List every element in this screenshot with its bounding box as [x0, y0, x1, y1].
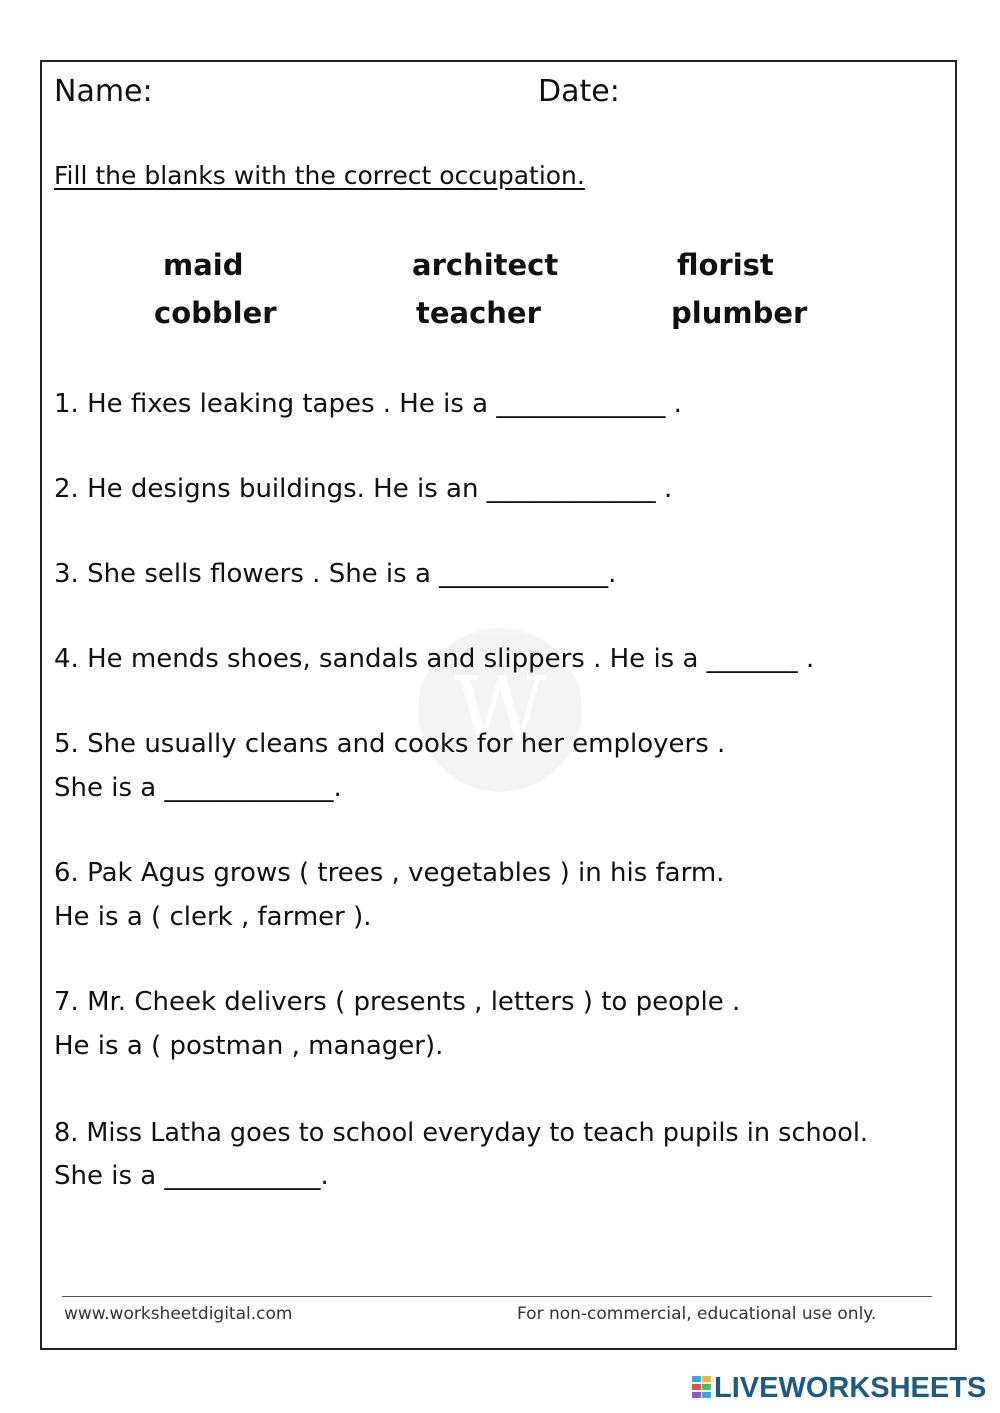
- word-bank-item: cobbler: [154, 296, 277, 330]
- footer-divider: [62, 1296, 932, 1297]
- question-2: 2. He designs buildings. He is an _____________ .: [54, 474, 673, 504]
- question-7: 7. Mr. Cheek delivers ( presents , letters ) to people .: [54, 987, 741, 1017]
- footer-website: www.worksheetdigital.com: [64, 1304, 293, 1324]
- footer-notice: For non-commercial, educational use only.: [517, 1304, 877, 1324]
- question-4: 4. He mends shoes, sandals and slippers . He is a _______ .: [54, 644, 815, 674]
- word-bank-item: teacher: [416, 296, 541, 330]
- word-bank-item: maid: [163, 248, 244, 282]
- watermark-letter: W: [453, 658, 547, 763]
- question-1: 1. He fixes leaking tapes . He is a _____________ .: [54, 389, 682, 419]
- question-8-answer-line: She is a ____________.: [54, 1161, 329, 1191]
- question-5-answer-line: She is a _____________.: [54, 773, 342, 803]
- liveworksheets-wordmark: LIVEWORKSHEETS: [714, 1372, 987, 1404]
- question-5: 5. She usually cleans and cooks for her employers .: [54, 729, 726, 759]
- word-bank-item: architect: [412, 248, 559, 282]
- question-8: 8. Miss Latha goes to school everyday to teach pupils in school.: [54, 1118, 869, 1148]
- word-bank-item: plumber: [671, 296, 808, 330]
- date-label: Date:: [538, 74, 620, 109]
- word-bank-item: florist: [677, 248, 774, 282]
- instruction-text: Fill the blanks with the correct occupation.: [54, 161, 585, 190]
- liveworksheets-icon: [692, 1376, 712, 1400]
- question-6-answer-line: He is a ( clerk , farmer ).: [54, 902, 372, 932]
- question-6: 6. Pak Agus grows ( trees , vegetables ) in his farm.: [54, 858, 725, 888]
- question-3: 3. She sells flowers . She is a _____________.: [54, 559, 617, 589]
- question-7-answer-line: He is a ( postman , manager).: [54, 1031, 444, 1061]
- name-label: Name:: [54, 74, 153, 109]
